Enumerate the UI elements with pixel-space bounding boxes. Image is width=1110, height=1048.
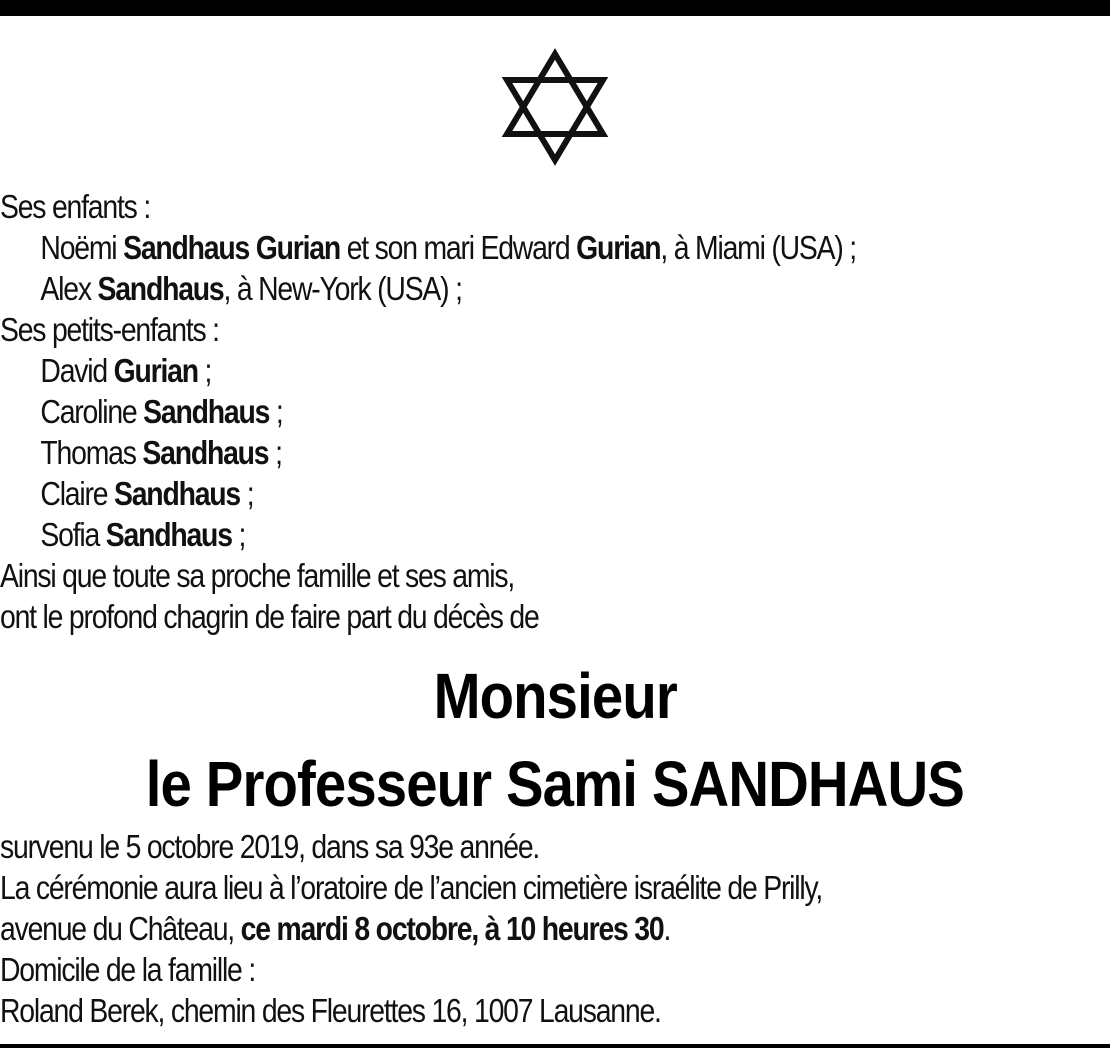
grandchildren-heading: Ses petits-enfants :	[0, 311, 219, 348]
surname: Gurian	[576, 229, 661, 266]
child-entry: Alex Sandhaus, à New-York (USA) ;	[40, 270, 462, 307]
ceremony-place: La cérémonie aura lieu à l’oratoire de l’ancien cimetière israélite de Prilly,	[0, 869, 823, 906]
grandchild-entry: David Gurian ;	[40, 352, 212, 389]
home-address: Roland Berek, chemin des Fleurettes 16, 1007 Lausanne.	[0, 992, 661, 1029]
star-of-david-icon	[500, 46, 610, 168]
grandchild-entry: Caroline Sandhaus ;	[40, 393, 283, 430]
top-border-rule	[0, 0, 1110, 16]
home-heading: Domicile de la famille :	[0, 951, 256, 988]
surname: Sandhaus	[97, 270, 224, 307]
deceased-name	[0, 652, 1110, 828]
surname: Sandhaus	[114, 475, 241, 512]
surname: Gurian	[113, 352, 198, 389]
grandchild-entry: Sofia Sandhaus ;	[40, 516, 246, 553]
surname: Sandhaus	[143, 393, 270, 430]
children-heading: Ses enfants :	[0, 188, 151, 225]
closing-line-2: ont le profond chagrin de faire part du décès de	[0, 598, 539, 635]
deceased-title: Monsieur	[433, 660, 677, 732]
ceremony-time: avenue du Château, ce mardi 8 octobre, à 10 heures 30.	[0, 910, 671, 947]
grandchild-entry: Thomas Sandhaus ;	[40, 434, 282, 471]
closing-line-1: Ainsi que toute sa proche famille et ses amis,	[0, 557, 515, 594]
date-of-death: survenu le 5 octobre 2019, dans sa 93e année.	[0, 828, 540, 865]
surname: Sandhaus Gurian	[123, 229, 341, 266]
surname: Sandhaus	[142, 434, 269, 471]
child-entry: Noëmi Sandhaus Gurian et son mari Edward Gurian, à Miami (USA) ;	[40, 229, 856, 266]
grandchild-entry: Claire Sandhaus ;	[40, 475, 254, 512]
ceremony-datetime: ce mardi 8 octobre, à 10 heures 30	[240, 910, 664, 947]
surname: Sandhaus	[105, 516, 232, 553]
deceased-full-name: le Professeur Sami SANDHAUS	[145, 748, 965, 820]
bottom-border-rule	[0, 1044, 1110, 1048]
family-list	[0, 186, 856, 637]
ceremony-details	[0, 826, 822, 1031]
